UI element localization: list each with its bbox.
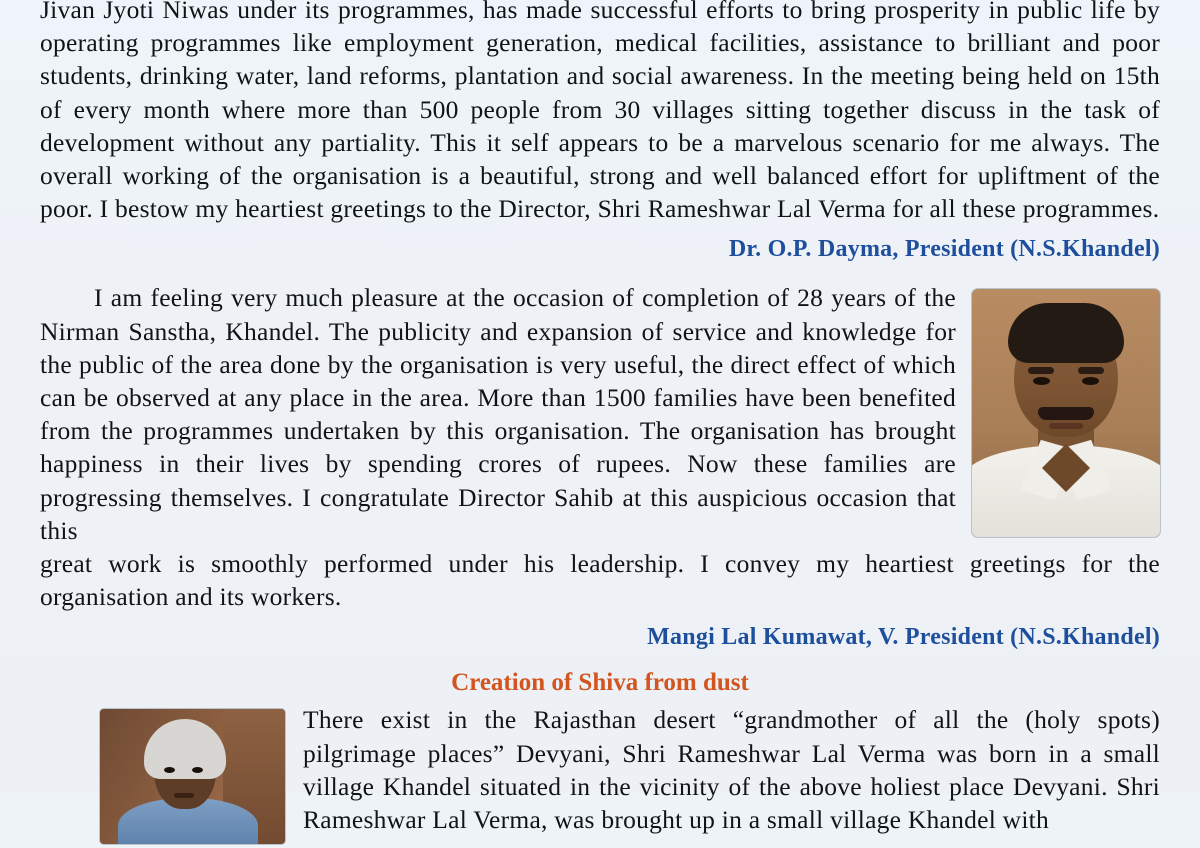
elder-portrait-mouth xyxy=(174,793,194,798)
block-one-paragraph: Jivan Jyoti Niwas under its programmes, has made successful efforts to bring prosperity in public life by operating programmes like employment generation, medical facilities, assistance to brilliant and poor students, drinking water, land reforms, plantation and social awareness. In the meeting being held on 15th of every month where more than 500 people from 30 villages sitting together discuss in the task of development without any partiality. This it self appears to be a marvelous scenario for me always. The overall working of the organisation is a beautiful, strong and well balanced effort for upliftment of the poor. I bestow my heartiest greetings to the Director, Shri Rameshwar Lal Verma for all these programmes. xyxy=(40,0,1160,224)
portrait-photo-president xyxy=(972,289,1160,537)
portrait-eyebrow-left xyxy=(1028,367,1054,374)
block-two-paragraph-continued: great work is smoothly performed under his leadership. I convey my heartiest greetings for the organisation and its workers. xyxy=(40,549,1160,612)
portrait-mouth xyxy=(1049,423,1083,429)
article-section xyxy=(40,669,1160,848)
block-two-paragraph: I am feeling very much pleasure at the occasion of completion of 28 years of the Nirman Sanstha, Khandel. The publicity and expansion of service and knowledge for the public of the area done by the organisation is very useful, the direct effect of which can be observed at any place in the area. More than 1500 families have been benefited from the programmes undertaken by this organisation. The organisation has brought happiness in their lives by spending crores of rupees. Now these families are progressing themselves. I congratulate Director Sahib at this auspicious occasion that this xyxy=(40,283,956,545)
block-two-signature: Mangi Lal Kumawat, V. President (N.S.Khandel) xyxy=(647,624,1160,651)
block-one-signature: Dr. O.P. Dayma, President (N.S.Khandel) xyxy=(728,236,1160,263)
portrait-mustache xyxy=(1038,407,1094,420)
section-paragraph: There exist in the Rajasthan desert “grandmother of all the (holy spots) pilgrimage places” Devyani, Shri Rameshwar Lal Verma was born in a small village Khandel situated in the vicinity of the above holiest place Devyani. Shri Rameshwar Lal Verma, was brought up in a small village Khandel with xyxy=(303,705,1160,835)
testimonial-block-two xyxy=(40,281,1160,651)
portrait-hair xyxy=(1008,303,1124,363)
portrait-photo-elder-woman xyxy=(100,709,285,844)
section-title: Creation of Shiva from dust xyxy=(451,669,749,697)
testimonial-block-one xyxy=(40,0,1160,263)
portrait-eyebrow-right xyxy=(1078,367,1104,374)
